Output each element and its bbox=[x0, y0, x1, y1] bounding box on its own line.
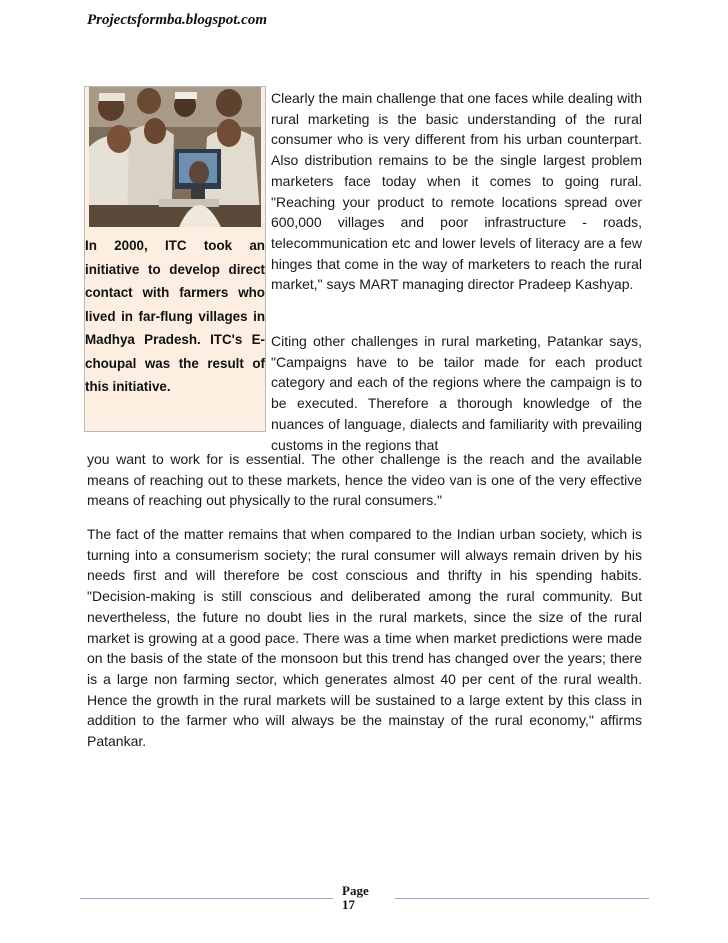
footer-rule-right bbox=[395, 898, 649, 899]
header-site-name: Projectsformba.blogspot.com bbox=[87, 12, 267, 28]
sidebar-box bbox=[84, 86, 266, 432]
paragraph-challenges: Clearly the main challenge that one faces while dealing with rural marketing is the basic understanding of the rural consumer who is very different from his urban counterpart. Also distribution remains to be the single largest problem marketers face today when it comes to going rural. "Reaching your product to remote locations spread over 600,000 villages and poor infrastructure - roads, telecommunication etc and lower levels of literacy are a few hinges that come in the way of marketers to reach the rural market," says MART managing director Pradeep Kashyap. bbox=[271, 90, 642, 293]
footer-rule-left bbox=[80, 898, 333, 899]
page-label: Page bbox=[342, 883, 369, 898]
paragraph-patankar-top: Citing other challenges in rural marketing, Patankar says, "Campaigns have to be tailor made for each product category and each of the regions where the campaign is to be executed. Therefore a thorough knowledge of the nuances of language, dialects and familiarity with prevailing customs in the regions that bbox=[271, 333, 642, 453]
sidebar-caption: In 2000, ITC took an initiative to develop direct contact with farmers who lived in far-flung villages in Madhya Pradesh. ITC's E-choupal was the result of this initiative. bbox=[85, 238, 265, 394]
paragraph-patankar-bottom: you want to work for is essential. The other challenge is the reach and the available means of reaching out to these markets, hence the video van is one of the very effective means of reaching out physically to the rural consumers." bbox=[87, 451, 642, 509]
page-number-value: 17 bbox=[342, 897, 355, 912]
photo-villagers-at-computer bbox=[89, 87, 261, 227]
page-number bbox=[342, 884, 382, 912]
photo-illustration bbox=[89, 87, 261, 227]
paragraph-rural-consumer: The fact of the matter remains that when compared to the Indian urban society, which is turning into a consumerism society; the rural consumer will always remain driven by his needs first and will therefore be cost conscious and thrifty in his spending habits. "Decision-making is still conscious and deliberated among the rural community. But nevertheless, the future no doubt lies in the rural markets, since the size of the rural market is growing at a good pace. There was a time when market predictions were made on the basis of the state of the monsoon but this trend has changed over the years; there is a large non farming sector, which generates almost 40 per cent of the rural wealth. Hence the growth in the rural markets will be sustained to a large extent by this class in addition to the farmer who will always be the mainstay of the rural economy," affirms Patankar. bbox=[87, 526, 642, 750]
